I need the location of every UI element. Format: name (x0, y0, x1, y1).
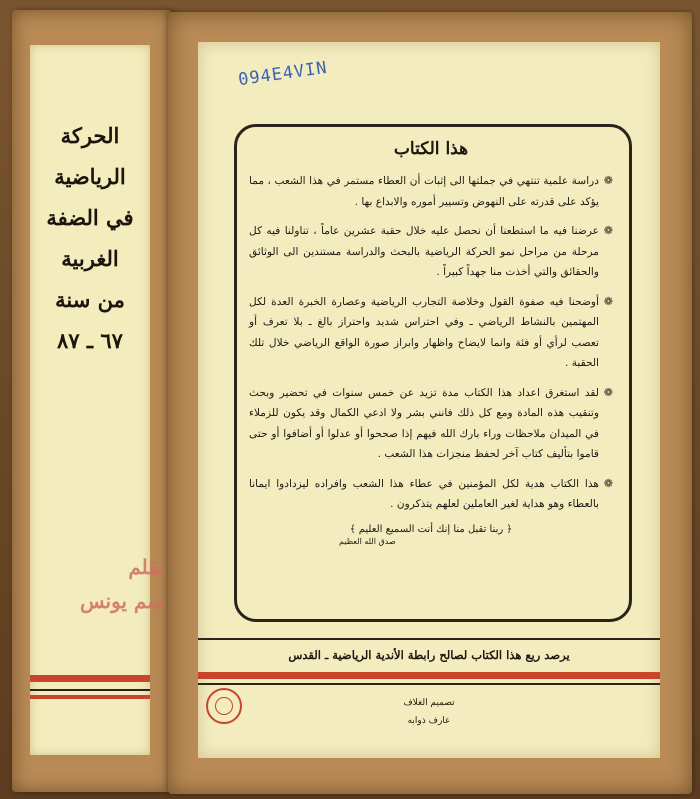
description-paragraph (249, 292, 613, 374)
flower-bullet-icon: ❁ (603, 385, 613, 399)
spine-title-line: ٦٧ ـ ٨٧ (57, 328, 123, 353)
description-paragraph (249, 383, 613, 465)
description-paragraph (249, 474, 613, 515)
cover-red-band (198, 672, 660, 679)
proceeds-note: يرصد ريع هذا الكتاب لصالح رابطة الأندية الرياضية ـ القدس (288, 648, 570, 662)
library-stamp: 094E4VIN (237, 57, 329, 91)
cover-designer-name: عارف ذوابه (407, 716, 451, 726)
spine-title-line: الرياضية (54, 164, 126, 189)
spine-title (30, 115, 150, 361)
spine-author (30, 550, 164, 658)
book-front-cover (168, 12, 692, 794)
spine-title-line: من سنة (55, 287, 125, 312)
flower-bullet-icon: ❁ (603, 174, 613, 187)
flower-bullet-icon: ❁ (603, 476, 613, 490)
panel-title: هذا الكتاب (393, 139, 469, 159)
spine-title-line: في الضفة (46, 205, 134, 230)
spine-author-line: سم يونس (80, 589, 164, 613)
spine-title-line: الغربية (61, 246, 119, 271)
quran-verse: ﴿ ربنا تقبل منا إنك أنت السميع العليم ﴾ (349, 523, 513, 535)
paragraph-text: هذا الكتاب هدية لكل المؤمنين في عطاء هذا الشعب وافراده ليزدادوا ايمانا بالعطاء وهو هداية لغير العاملين لعلهم يتذكرون . (249, 477, 599, 510)
spine-title-line: الحركة (60, 123, 120, 148)
paragraph-text: عرضنا فيه ما استطعنا أن نحصل عليه خلال حقبة عشرين عاماً ، تناولنا فيه كل مرحلة من مراحل نمو الحركة الرياضية بالبحث والدراسة مستندين الى الوثائق والحقائق والتي أخذت منا جهداً كبيراً . (249, 225, 599, 278)
paragraph-text: أوضحنا فيه صفوة القول وخلاصة التجارب الرياضية وعصارة الخبرة العدة لكل المهتمين بالنشاط الرياضي ـ وفي احتراس شديد واحتراز بالغ ـ بلا تعرف أو تعصب لرأي أو فئة وانما لايضاح واظهار وابراز صورة الواقع الرياضي خلال تلك الحقبة . (249, 295, 599, 369)
spine-author-line: بقلم (128, 555, 164, 579)
description-paragraph (249, 171, 613, 212)
book-spine (12, 10, 172, 792)
spine-red-band (30, 675, 150, 682)
paragraph-text: لقد استغرق اعداد هذا الكتاب مدة تزيد عن خمس سنوات في تحضير وبحث وتنقيب هذه المادة ومع كل ذلك فانني بشر ولا ادعي الكمال وقد يكون للزملاء في الميدان ملاحظات وراء بارك الله فيهم إذا صححوا أو عدلوا أو أضافوا أو حتى قاموا بتأليف كتاب آخر لحفظ منجزات هذا الشعب . (249, 386, 599, 460)
flower-bullet-icon: ❁ (603, 294, 613, 308)
description-panel (234, 124, 632, 622)
cover-design-label: تصميم الغلاف (403, 698, 455, 708)
spine-divider (30, 689, 150, 691)
cover-divider (198, 638, 660, 640)
description-paragraph (249, 221, 613, 283)
paragraph-text: دراسة علمية تنتهي في جملتها الى إثبات أن العطاء مستمر في هذا الشعب ، مما يؤكد على قدرته على النهوض وتسيير أموره والابداع بها . (249, 175, 599, 208)
verse-source: صدق الله العظيم (339, 536, 396, 546)
flower-bullet-icon: ❁ (603, 224, 613, 237)
spine-label (30, 45, 164, 755)
cover-divider (198, 683, 660, 685)
cover-label (198, 42, 660, 758)
spine-red-band (30, 695, 150, 699)
